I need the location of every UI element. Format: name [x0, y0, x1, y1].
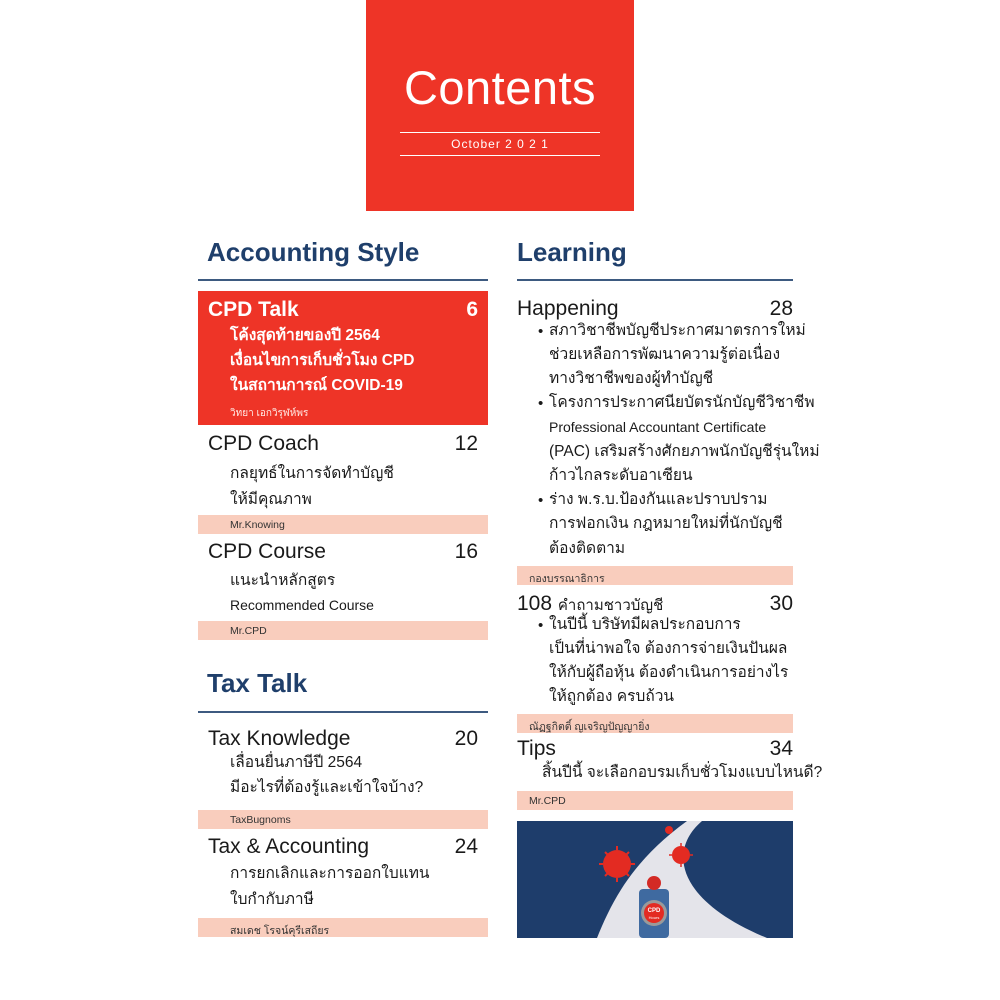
entry-description-line: กลยุทธ์ในการจัดทำบัญชี [230, 465, 394, 482]
entry-author-bar [517, 714, 793, 733]
entry-title: CPD Talk [208, 298, 299, 321]
entry-description-line: แนะนำหลักสูตร [230, 572, 336, 589]
toc-entry-tips[interactable] [517, 734, 823, 814]
road-shape [597, 821, 767, 938]
entry-description-line: โค้งสุดท้ายของปี 2564 [230, 327, 380, 344]
bullet-line: ก้าวไกลระดับอาเซียน [549, 467, 693, 484]
issue-date: October 2 0 2 1 [451, 137, 549, 151]
entry-title-thai: คำถามชาวบัญชี [557, 597, 664, 614]
entry-author-bar [517, 566, 793, 585]
bullet-line: สภาวิชาชีพบัญชีประกาศมาตรการใหม่ [549, 322, 806, 339]
toc-entry-108-questions[interactable] [517, 585, 793, 735]
entry-page-number: 24 [454, 835, 478, 858]
header-rule-top [400, 132, 600, 133]
entry-page-number: 20 [454, 727, 478, 750]
entry-description-line: สิ้นปีนี้ จะเลือกอบรมเก็บชั่วโมงแบบไหนดี? [542, 764, 823, 781]
entry-author-bar [198, 515, 488, 534]
bullet-icon: • [538, 617, 544, 634]
toc-entry-tax-accounting[interactable] [198, 829, 488, 939]
toc-entry-tax-knowledge[interactable] [198, 720, 488, 830]
toc-entry-cpd-course[interactable] [198, 535, 488, 645]
entry-description-line: เลื่อนยื่นภาษีปี 2564 [230, 754, 363, 771]
entry-title: CPD Coach [208, 432, 319, 455]
page-title: Contents [403, 61, 597, 114]
entry-author-bar [198, 918, 488, 937]
section-heading-tax-talk: Tax Talk [207, 668, 308, 698]
toc-entry-cpd-coach[interactable] [198, 425, 488, 535]
entry-title: CPD Course [208, 540, 326, 563]
badge-text: CPD [647, 908, 661, 914]
entry-author: Mr.CPD [230, 625, 267, 637]
toc-entry-cpd-talk[interactable] [198, 291, 488, 425]
entry-title: Tips [517, 737, 556, 760]
bullet-line: ให้กับผู้ถือหุ้น ต้องดำเนินการอย่างไร [549, 664, 789, 681]
bullet-icon: • [538, 492, 544, 509]
entry-description-line: เงื่อนไขการเก็บชั่วโมง CPD [230, 352, 415, 369]
entry-title: Happening [517, 297, 619, 320]
entry-title [517, 593, 663, 614]
bullet-line: ต้องติดตาม [549, 540, 626, 557]
entry-title: Tax Knowledge [208, 727, 351, 750]
badge-subtext: Hours [648, 915, 660, 920]
bullet-icon: • [538, 395, 544, 412]
cpd-hours-illustration [517, 821, 793, 938]
virus-icon [665, 826, 673, 834]
entry-author: ณัฏฐกิตติ์ ญเจริญปัญญายิ่ง [529, 721, 650, 733]
entry-author-bar [198, 621, 488, 640]
bullet-line: Professional Accountant Certificate [549, 419, 767, 435]
entry-author: TaxBugnoms [230, 814, 291, 826]
bullet-line: ทางวิชาชีพของผู้ทำบัญชี [549, 370, 714, 387]
entry-page-number: 34 [769, 737, 793, 760]
entry-description-line: ใบกำกับภาษี [230, 891, 314, 908]
section-divider [198, 279, 488, 281]
section-heading-learning: Learning [517, 237, 627, 267]
header-rule-bottom [400, 155, 600, 156]
bullet-line: โครงการประกาศนียบัตรนักบัญชีวิชาชีพ [549, 394, 815, 411]
bullet-line: ช่วยเหลือการพัฒนาความรู้ต่อเนื่อง [549, 346, 781, 363]
entry-description-line: Recommended Course [230, 597, 374, 613]
bullet-line: เป็นที่น่าพอใจ ต้องการจ่ายเงินปันผล [549, 640, 788, 657]
virus-icon [599, 846, 635, 882]
entry-description-line: ในสถานการณ์ COVID-19 [230, 377, 403, 394]
entry-page-number: 12 [454, 432, 478, 455]
entry-description-line: การยกเลิกและการออกใบแทน [230, 865, 430, 882]
entry-author: Mr.Knowing [230, 519, 285, 531]
entry-author: Mr.CPD [529, 795, 566, 807]
section-divider [198, 711, 488, 713]
contents-header [366, 0, 634, 211]
entry-description-line: มีอะไรที่ต้องรู้และเข้าใจบ้าง? [230, 779, 424, 796]
entry-author-bar [517, 791, 793, 810]
entry-page-number: 6 [466, 298, 478, 321]
bullet-line: การฟอกเงิน กฎหมายใหม่ที่นักบัญชี [549, 515, 783, 532]
section-heading-accounting-style: Accounting Style [207, 237, 420, 267]
section-divider [517, 279, 793, 281]
bullet-icon: • [538, 323, 544, 340]
entry-title-number: 108 [517, 592, 553, 615]
entry-page-number: 28 [769, 297, 793, 320]
entry-page-number: 16 [454, 540, 478, 563]
entry-author: กองบรรณาธิการ [529, 573, 605, 585]
bullet-line: (PAC) เสริมสร้างศักยภาพนักบัญชีรุ่นใหม่ [549, 443, 820, 460]
entry-title: Tax & Accounting [208, 835, 370, 858]
entry-description-line: ให้มีคุณภาพ [230, 491, 312, 508]
bullet-line: ร่าง พ.ร.บ.ป้องกันและปราบปราม [549, 491, 768, 508]
illustration-artwork [517, 821, 793, 938]
entry-author: สมเดช โรจน์คุรีเสถียร [230, 925, 330, 937]
entry-page-number: 30 [769, 592, 793, 615]
entry-author-bar [198, 810, 488, 829]
toc-entry-happening[interactable] [517, 290, 820, 586]
entry-author: วิทยา เอกวิรุฬห์พร [230, 408, 309, 419]
bullet-line: ในปีนี้ บริษัทมีผลประกอบการ [549, 616, 741, 633]
bullet-line: ให้ถูกต้อง ครบถ้วน [549, 688, 675, 705]
